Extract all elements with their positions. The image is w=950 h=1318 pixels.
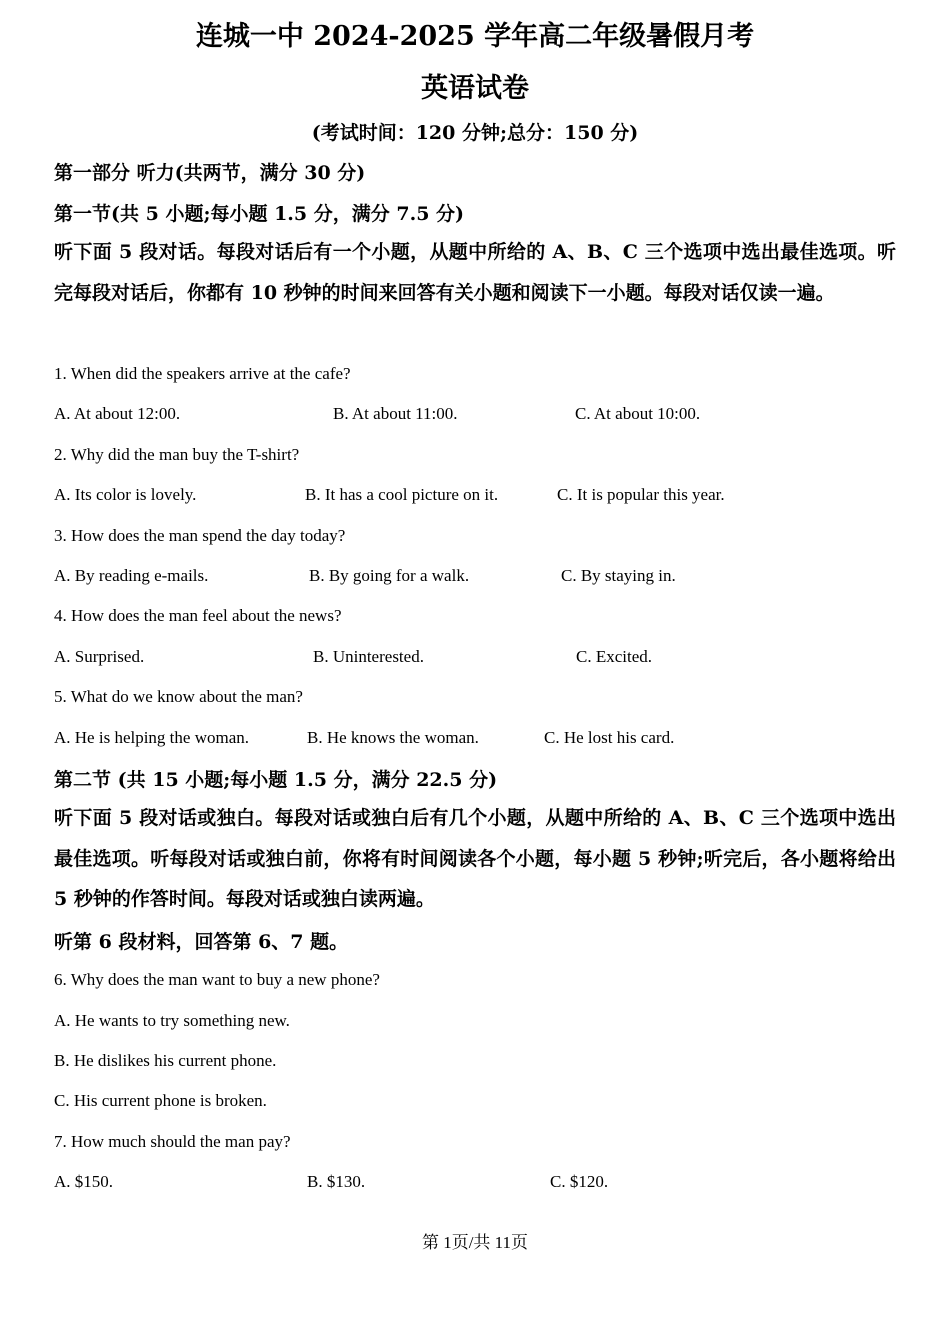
q7-option-b: B. $130. xyxy=(307,1172,366,1191)
q3-option-a: A. By reading e-mails. xyxy=(54,566,209,585)
q7-option-a: A. $150. xyxy=(54,1172,114,1191)
section2-heading: 第二节 (共 15 小题;每小题 1.5 分，满分 22.5 分) xyxy=(54,769,498,791)
q6-option-a: A. He wants to try something new. xyxy=(54,1011,290,1030)
q4-option-c: C. Excited. xyxy=(576,647,653,666)
q1-option-a: A. At about 12:00. xyxy=(54,404,181,423)
q2-option-b: B. It has a cool picture on it. xyxy=(305,485,499,504)
q4-option-b: B. Uninterested. xyxy=(313,647,424,666)
exam-title: 连城一中 2024-2025 学年高二年级暑假月考 xyxy=(195,21,755,52)
material-6-heading: 听第 6 段材料，回答第 6、7 题。 xyxy=(54,931,349,953)
question-5: 5. What do we know about the man? xyxy=(54,687,303,706)
q5-option-a: A. He is helping the woman. xyxy=(54,728,249,747)
question-7: 7. How much should the man pay? xyxy=(54,1132,291,1151)
page-number: 第 1页/共 11页 xyxy=(421,1233,529,1252)
q1-option-b: B. At about 11:00. xyxy=(333,404,458,423)
part1-heading: 第一部分 听力(共两节，满分 30 分) xyxy=(54,162,366,184)
q6-option-c: C. His current phone is broken. xyxy=(54,1091,267,1110)
question-1: 1. When did the speakers arrive at the cafe? xyxy=(54,364,351,383)
exam-subtitle: 英语试卷 xyxy=(421,73,529,104)
q3-option-c: C. By staying in. xyxy=(561,566,676,585)
exam-info: (考试时间：120 分钟;总分：150 分) xyxy=(311,122,639,144)
q2-option-a: A. Its color is lovely. xyxy=(54,485,197,504)
q6-option-b: B. He dislikes his current phone. xyxy=(54,1051,277,1070)
question-4: 4. How does the man feel about the news? xyxy=(54,606,342,625)
q1-option-c: C. At about 10:00. xyxy=(575,404,701,423)
q2-option-c: C. It is popular this year. xyxy=(557,485,725,504)
question-2: 2. Why did the man buy the T-shirt? xyxy=(54,445,300,464)
q7-option-c: C. $120. xyxy=(550,1172,609,1191)
q5-option-c: C. He lost his card. xyxy=(544,728,675,747)
section2-instructions: 听下面 5 段对话或独白。每段对话或独白后有几个小题，从题中所给的 A、B、C 三个选项中选出最佳选项。听每段对话或独白前，你将有时间阅读各个小题，每小题 5 秒钟;听完后，各小题将给出 5 秒钟的作答时间。每段对话或独白读两遍。 xyxy=(54,807,896,910)
q3-option-b: B. By going for a walk. xyxy=(309,566,470,585)
q4-option-a: A. Surprised. xyxy=(54,647,145,666)
section1-heading: 第一节(共 5 小题;每小题 1.5 分，满分 7.5 分) xyxy=(54,203,465,225)
q5-option-b: B. He knows the woman. xyxy=(307,728,479,747)
question-3: 3. How does the man spend the day today? xyxy=(54,526,346,545)
question-6: 6. Why does the man want to buy a new phone? xyxy=(54,970,380,989)
section1-instructions: 听下面 5 段对话。每段对话后有一个小题，从题中所给的 A、B、C 三个选项中选出最佳选项。听完每段对话后，你都有 10 秒钟的时间来回答有关小题和阅读下一小题。每段对话仅读一遍。 xyxy=(54,241,896,304)
